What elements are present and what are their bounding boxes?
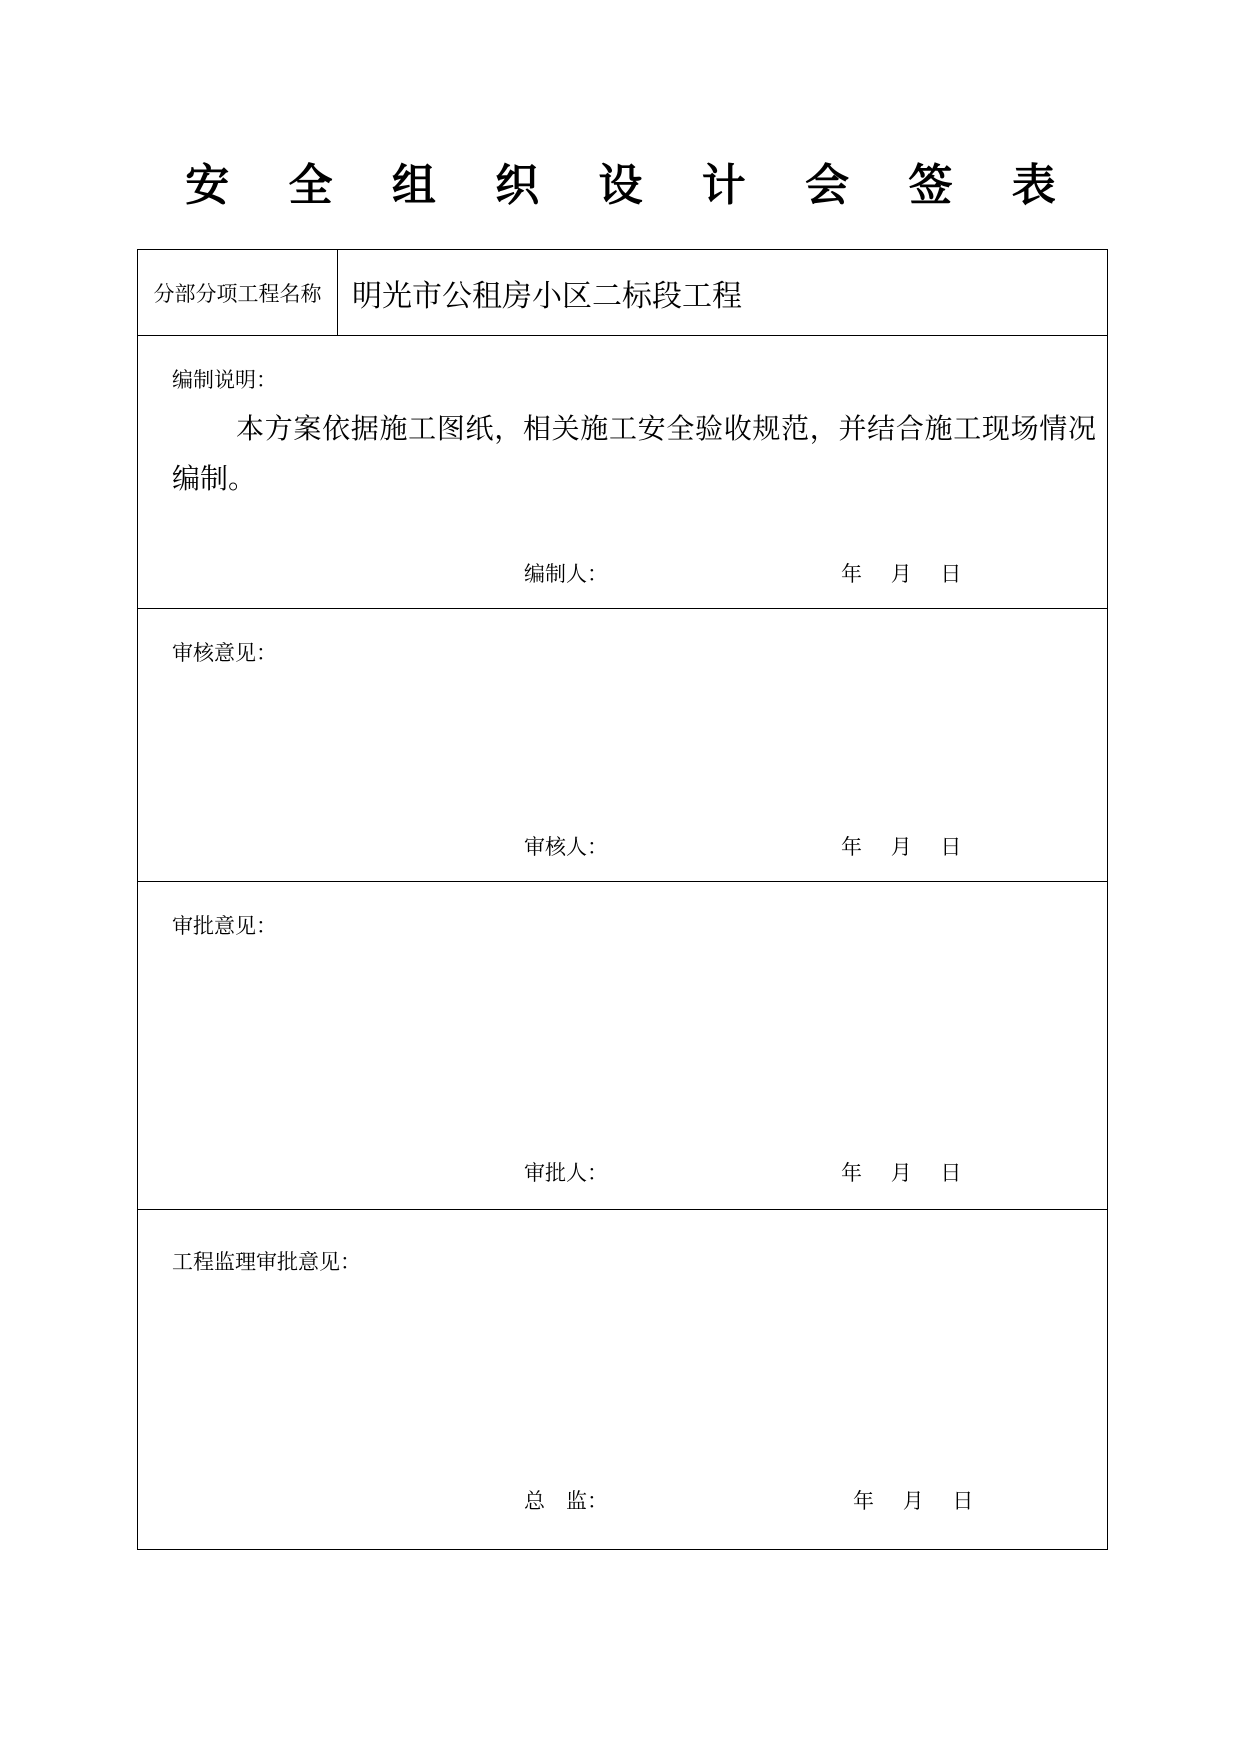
compile-section xyxy=(138,336,1107,609)
supervision-date xyxy=(853,1485,973,1515)
compile-date xyxy=(841,558,961,588)
countersign-table xyxy=(137,249,1108,1550)
review-label: 审核意见： xyxy=(172,641,277,665)
date-day-label: 日 xyxy=(940,835,962,859)
project-name-row xyxy=(138,250,1107,336)
date-year-label: 年 xyxy=(841,835,862,859)
date-month-label: 月 xyxy=(902,1489,924,1513)
review-date xyxy=(841,831,961,861)
page-title: 安 全 组 织 设 计 会 签 表 xyxy=(185,160,1078,211)
compile-description: 本方案依据施工图纸，相关施工安全验收规范，并结合施工现场情况编制。 xyxy=(172,412,1096,495)
approve-label: 审批意见： xyxy=(172,914,277,938)
date-month-label: 月 xyxy=(890,835,912,859)
review-section xyxy=(138,609,1107,882)
chief-supervisor-signature-label: 总 监： xyxy=(524,1489,608,1513)
approve-section xyxy=(138,882,1107,1210)
date-year-label: 年 xyxy=(853,1489,874,1513)
reviewer-signature-label: 审核人： xyxy=(524,835,608,859)
supervision-section xyxy=(138,1210,1107,1549)
date-month-label: 月 xyxy=(890,562,912,586)
supervision-label: 工程监理审批意见： xyxy=(172,1250,361,1274)
date-year-label: 年 xyxy=(841,562,862,586)
date-day-label: 日 xyxy=(940,1161,962,1185)
date-day-label: 日 xyxy=(952,1489,974,1513)
date-day-label: 日 xyxy=(940,562,962,586)
approve-date xyxy=(841,1157,961,1187)
approver-signature-label: 审批人： xyxy=(524,1161,608,1185)
project-name-value: 明光市公租房小区二标段工程 xyxy=(352,278,742,314)
date-month-label: 月 xyxy=(890,1161,912,1185)
compile-label: 编制说明： xyxy=(172,368,277,392)
date-year-label: 年 xyxy=(841,1161,862,1185)
compiler-signature-label: 编制人： xyxy=(524,562,608,586)
project-name-label: 分部分项工程名称 xyxy=(138,250,338,335)
